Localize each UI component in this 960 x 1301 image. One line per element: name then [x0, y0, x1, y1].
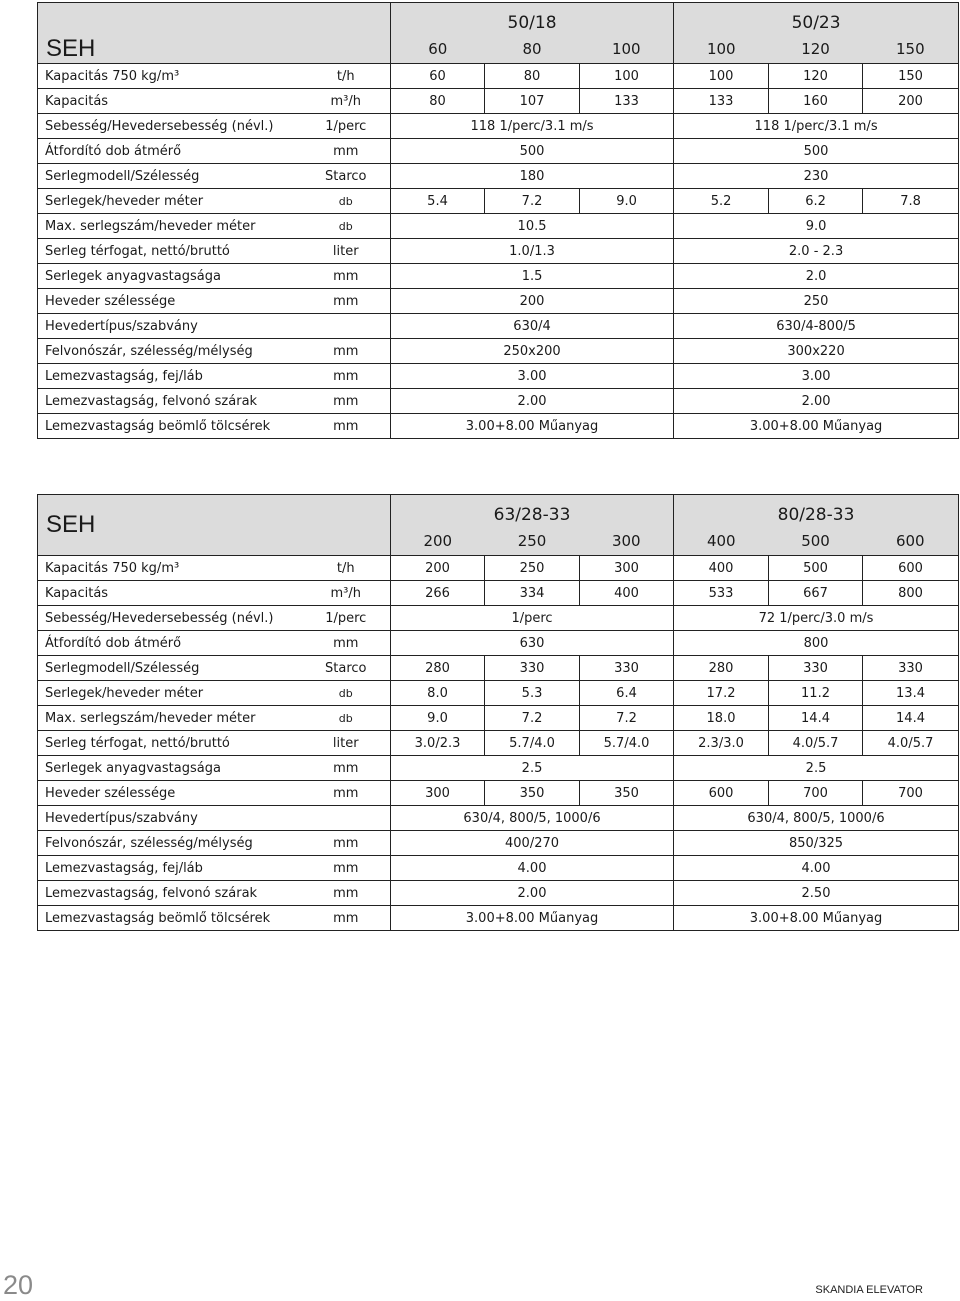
value-cell: 500 — [769, 556, 863, 581]
row-label: Felvonószár, szélesség/mélység — [38, 339, 308, 364]
row-label: Serleg térfogat, nettó/bruttó — [38, 239, 308, 264]
table-row — [38, 89, 959, 114]
row-label: Kapacitás 750 kg/m³ — [38, 556, 308, 581]
table-row — [38, 881, 959, 906]
row-unit: 1/perc — [308, 114, 391, 139]
value-cell: 133 — [674, 89, 769, 114]
value-cell: 7.2 — [580, 706, 674, 731]
value-cell-merged: 72 1/perc/3.0 m/s — [674, 606, 959, 631]
row-unit: m³/h — [308, 89, 391, 114]
row-label: Felvonószár, szélesség/mélység — [38, 831, 308, 856]
value-cell-merged: 630/4, 800/5, 1000/6 — [391, 806, 674, 831]
value-cell-merged: 9.0 — [674, 214, 959, 239]
row-label: Lemezvastagság, felvonó szárak — [38, 389, 308, 414]
value-cell: 7.8 — [863, 189, 959, 214]
row-unit: Starco — [308, 164, 391, 189]
value-cell: 107 — [485, 89, 580, 114]
value-cell: 200 — [863, 89, 959, 114]
table-row — [38, 314, 959, 339]
table-row — [38, 289, 959, 314]
value-cell-merged: 1.0/1.3 — [391, 239, 674, 264]
value-cell: 14.4 — [769, 706, 863, 731]
size-header: 150 — [863, 35, 959, 64]
value-cell: 600 — [674, 781, 769, 806]
table-row — [38, 681, 959, 706]
table-row — [38, 756, 959, 781]
table-row — [38, 189, 959, 214]
brand-name: SKANDIA ELEVATOR — [815, 1284, 923, 1296]
value-cell: 80 — [485, 64, 580, 89]
value-cell: 7.2 — [485, 189, 580, 214]
table-row — [38, 906, 959, 931]
row-label: Lemezvastagság, fej/láb — [38, 364, 308, 389]
row-label: Lemezvastagság, felvonó szárak — [38, 881, 308, 906]
size-header: 100 — [580, 35, 674, 64]
table-row — [38, 114, 959, 139]
value-cell-merged: 2.5 — [674, 756, 959, 781]
value-cell: 266 — [391, 581, 485, 606]
table-row — [38, 414, 959, 439]
row-unit: liter — [308, 731, 391, 756]
value-cell: 700 — [863, 781, 959, 806]
value-cell: 5.3 — [485, 681, 580, 706]
row-label: Serlegmodell/Szélesség — [38, 164, 308, 189]
value-cell-merged: 500 — [391, 139, 674, 164]
row-unit: db — [308, 189, 391, 214]
table-row — [38, 781, 959, 806]
row-unit: 1/perc — [308, 606, 391, 631]
row-label: Max. serlegszám/heveder méter — [38, 706, 308, 731]
value-cell-merged: 630 — [391, 631, 674, 656]
value-cell-merged: 3.00+8.00 Műanyag — [391, 906, 674, 931]
size-header: 500 — [769, 527, 863, 556]
size-header: 250 — [485, 527, 580, 556]
row-unit: mm — [308, 414, 391, 439]
value-cell: 9.0 — [391, 706, 485, 731]
value-cell-merged: 3.00 — [674, 364, 959, 389]
value-cell: 280 — [674, 656, 769, 681]
value-cell: 300 — [580, 556, 674, 581]
row-label: Serlegek anyagvastagsága — [38, 264, 308, 289]
row-label: Serlegek/heveder méter — [38, 681, 308, 706]
row-label: Heveder szélessége — [38, 289, 308, 314]
row-unit: liter — [308, 239, 391, 264]
value-cell: 350 — [580, 781, 674, 806]
value-cell-merged: 4.00 — [674, 856, 959, 881]
value-cell-merged: 3.00+8.00 Műanyag — [674, 906, 959, 931]
row-unit: db — [308, 681, 391, 706]
value-cell: 17.2 — [674, 681, 769, 706]
value-cell: 5.4 — [391, 189, 485, 214]
value-cell: 700 — [769, 781, 863, 806]
value-cell: 5.7/4.0 — [485, 731, 580, 756]
value-cell-merged: 1/perc — [391, 606, 674, 631]
model-group-header: 50/23 — [674, 3, 959, 36]
size-header: 120 — [769, 35, 863, 64]
table-row — [38, 731, 959, 756]
value-cell: 100 — [580, 64, 674, 89]
model-group-header: 50/18 — [391, 3, 674, 36]
value-cell-merged: 2.00 — [391, 389, 674, 414]
table-row — [38, 656, 959, 681]
value-cell: 400 — [674, 556, 769, 581]
value-cell-merged: 3.00+8.00 Műanyag — [674, 414, 959, 439]
value-cell: 7.2 — [485, 706, 580, 731]
value-cell: 100 — [674, 64, 769, 89]
value-cell: 330 — [485, 656, 580, 681]
row-label: Serleg térfogat, nettó/bruttó — [38, 731, 308, 756]
table-row — [38, 164, 959, 189]
size-header: 600 — [863, 527, 959, 556]
value-cell: 11.2 — [769, 681, 863, 706]
table-row — [38, 239, 959, 264]
value-cell-merged: 180 — [391, 164, 674, 189]
value-cell-merged: 850/325 — [674, 831, 959, 856]
value-cell: 9.0 — [580, 189, 674, 214]
row-label: Lemezvastagság beömlő tölcsérek — [38, 414, 308, 439]
value-cell: 250 — [485, 556, 580, 581]
value-cell: 8.0 — [391, 681, 485, 706]
row-label: Serlegek/heveder méter — [38, 189, 308, 214]
row-label: Serlegmodell/Szélesség — [38, 656, 308, 681]
spec-table-50 — [37, 2, 959, 439]
value-cell: 330 — [769, 656, 863, 681]
table-row — [38, 831, 959, 856]
value-cell-merged: 500 — [674, 139, 959, 164]
row-unit: t/h — [308, 556, 391, 581]
row-label: Átfordító dob átmérő — [38, 139, 308, 164]
row-unit: t/h — [308, 64, 391, 89]
row-unit: mm — [308, 289, 391, 314]
row-label: Hevedertípus/szabvány — [38, 314, 308, 339]
table-row — [38, 214, 959, 239]
value-cell: 2.3/3.0 — [674, 731, 769, 756]
row-unit: mm — [308, 339, 391, 364]
size-header: 60 — [391, 35, 485, 64]
row-label: Kapacitás 750 kg/m³ — [38, 64, 308, 89]
value-cell: 533 — [674, 581, 769, 606]
row-label: Max. serlegszám/heveder méter — [38, 214, 308, 239]
table-row — [38, 581, 959, 606]
value-cell: 120 — [769, 64, 863, 89]
spec-table-63-80 — [37, 494, 959, 931]
size-header: 300 — [580, 527, 674, 556]
value-cell-merged: 800 — [674, 631, 959, 656]
value-cell-merged: 2.00 — [674, 389, 959, 414]
table-row — [38, 556, 959, 581]
row-label: Heveder szélessége — [38, 781, 308, 806]
row-unit: mm — [308, 139, 391, 164]
row-label: Sebesség/Hevedersebesség (névl.) — [38, 606, 308, 631]
value-cell: 6.4 — [580, 681, 674, 706]
row-unit: Starco — [308, 656, 391, 681]
row-label: Átfordító dob átmérő — [38, 631, 308, 656]
value-cell: 5.2 — [674, 189, 769, 214]
value-cell-merged: 630/4-800/5 — [674, 314, 959, 339]
size-header: 80 — [485, 35, 580, 64]
size-header: 100 — [674, 35, 769, 64]
table-row — [38, 364, 959, 389]
value-cell: 133 — [580, 89, 674, 114]
row-unit: mm — [308, 389, 391, 414]
row-unit: mm — [308, 364, 391, 389]
table-row — [38, 339, 959, 364]
value-cell: 400 — [580, 581, 674, 606]
row-unit: m³/h — [308, 581, 391, 606]
value-cell-merged: 230 — [674, 164, 959, 189]
row-label: Kapacitás — [38, 581, 308, 606]
value-cell-merged: 250 — [674, 289, 959, 314]
value-cell: 300 — [391, 781, 485, 806]
value-cell: 3.0/2.3 — [391, 731, 485, 756]
row-label: Sebesség/Hevedersebesség (névl.) — [38, 114, 308, 139]
value-cell-merged: 200 — [391, 289, 674, 314]
row-label: Lemezvastagság beömlő tölcsérek — [38, 906, 308, 931]
table-title: SEH — [38, 495, 391, 556]
table-row — [38, 64, 959, 89]
row-unit: mm — [308, 881, 391, 906]
size-header: 200 — [391, 527, 485, 556]
value-cell: 160 — [769, 89, 863, 114]
table-title: SEH — [38, 3, 391, 64]
row-unit: db — [308, 214, 391, 239]
value-cell-merged: 630/4 — [391, 314, 674, 339]
row-unit — [308, 806, 391, 831]
row-label: Hevedertípus/szabvány — [38, 806, 308, 831]
value-cell: 4.0/5.7 — [863, 731, 959, 756]
value-cell-merged: 2.5 — [391, 756, 674, 781]
value-cell-merged: 400/270 — [391, 831, 674, 856]
value-cell-merged: 630/4, 800/5, 1000/6 — [674, 806, 959, 831]
value-cell: 667 — [769, 581, 863, 606]
row-label: Serlegek anyagvastagsága — [38, 756, 308, 781]
size-header: 400 — [674, 527, 769, 556]
value-cell-merged: 118 1/perc/3.1 m/s — [674, 114, 959, 139]
value-cell: 200 — [391, 556, 485, 581]
row-unit: db — [308, 706, 391, 731]
value-cell: 14.4 — [863, 706, 959, 731]
value-cell: 4.0/5.7 — [769, 731, 863, 756]
table-row — [38, 631, 959, 656]
value-cell: 600 — [863, 556, 959, 581]
value-cell-merged: 2.50 — [674, 881, 959, 906]
value-cell-merged: 1.5 — [391, 264, 674, 289]
row-label: Kapacitás — [38, 89, 308, 114]
value-cell: 800 — [863, 581, 959, 606]
value-cell: 150 — [863, 64, 959, 89]
row-unit: mm — [308, 631, 391, 656]
value-cell-merged: 2.00 — [391, 881, 674, 906]
value-cell-merged: 250x200 — [391, 339, 674, 364]
value-cell: 280 — [391, 656, 485, 681]
table-row — [38, 389, 959, 414]
value-cell: 334 — [485, 581, 580, 606]
row-unit: mm — [308, 831, 391, 856]
table-row — [38, 139, 959, 164]
row-unit: mm — [308, 856, 391, 881]
row-unit: mm — [308, 906, 391, 931]
value-cell: 18.0 — [674, 706, 769, 731]
value-cell: 350 — [485, 781, 580, 806]
value-cell: 330 — [580, 656, 674, 681]
value-cell-merged: 300x220 — [674, 339, 959, 364]
value-cell: 13.4 — [863, 681, 959, 706]
table-row — [38, 856, 959, 881]
table-row — [38, 606, 959, 631]
model-group-header: 63/28-33 — [391, 495, 674, 528]
row-label: Lemezvastagság, fej/láb — [38, 856, 308, 881]
value-cell: 330 — [863, 656, 959, 681]
value-cell: 80 — [391, 89, 485, 114]
value-cell-merged: 10.5 — [391, 214, 674, 239]
table-row — [38, 806, 959, 831]
value-cell-merged: 4.00 — [391, 856, 674, 881]
value-cell: 60 — [391, 64, 485, 89]
row-unit: mm — [308, 781, 391, 806]
value-cell: 5.7/4.0 — [580, 731, 674, 756]
row-unit: mm — [308, 756, 391, 781]
value-cell-merged: 118 1/perc/3.1 m/s — [391, 114, 674, 139]
value-cell-merged: 3.00+8.00 Műanyag — [391, 414, 674, 439]
row-unit — [308, 314, 391, 339]
value-cell: 6.2 — [769, 189, 863, 214]
table-row — [38, 706, 959, 731]
row-unit: mm — [308, 264, 391, 289]
value-cell-merged: 2.0 — [674, 264, 959, 289]
value-cell-merged: 2.0 - 2.3 — [674, 239, 959, 264]
page-number: 20 — [3, 1270, 34, 1300]
table-row — [38, 264, 959, 289]
value-cell-merged: 3.00 — [391, 364, 674, 389]
model-group-header: 80/28-33 — [674, 495, 959, 528]
